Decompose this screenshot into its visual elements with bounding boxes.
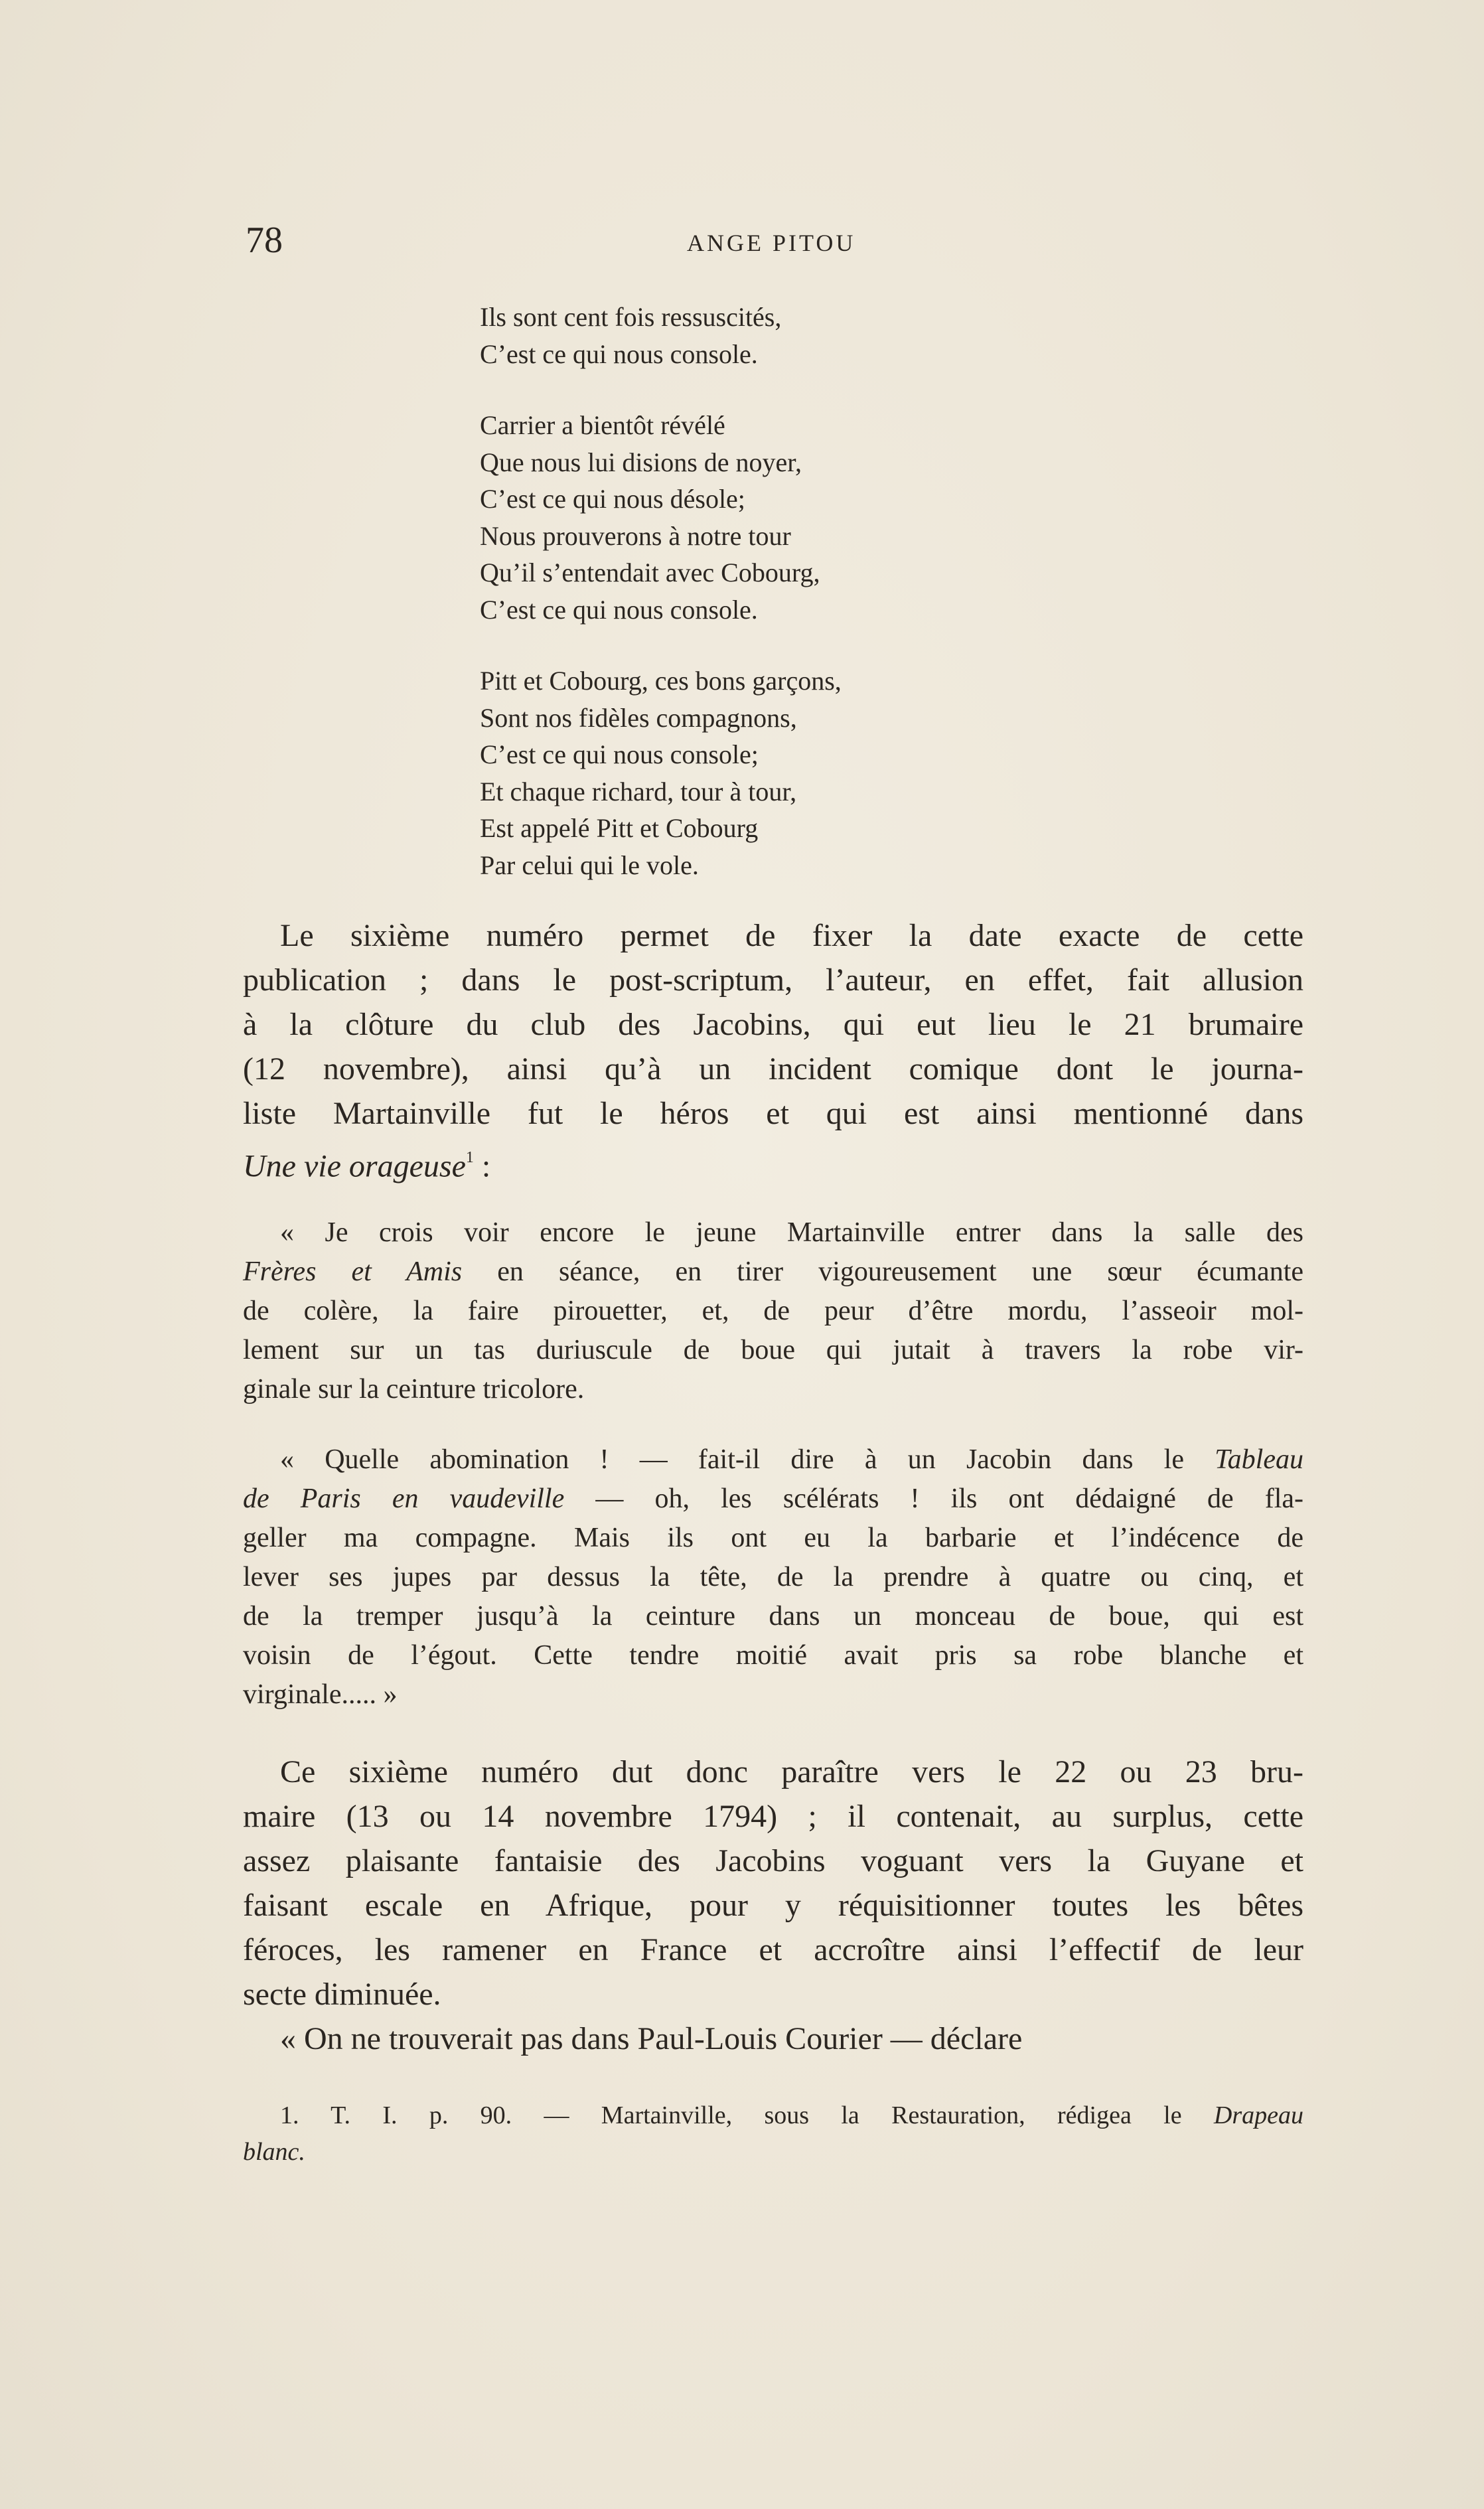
text-segment: féroces, les ramener en France et accroître ainsi l’effectif de leur — [243, 1932, 1303, 1967]
text-segment: virginale..... » — [243, 1679, 398, 1710]
italic-title: blanc. — [243, 2138, 305, 2166]
verse-line: Ils sont cent fois ressuscités, — [480, 302, 782, 332]
text-line — [243, 1558, 1303, 1597]
italic-title: Drapeau — [1213, 2101, 1303, 2129]
verse-line: Par celui qui le vole. — [480, 850, 699, 880]
text-line — [243, 2016, 1303, 2061]
paragraph-sixth-number — [243, 1750, 1303, 2061]
text-line — [243, 1839, 1303, 1883]
text-segment: liste Martainville fut le héros et qui est ainsi mentionné dans — [243, 1096, 1303, 1131]
text-segment: secte diminuée. — [243, 1977, 441, 2012]
text-line — [243, 1292, 1303, 1331]
text-line — [243, 1972, 1303, 2016]
text-segment: — oh, les scélérats ! ils ont dédaigné de fla- — [564, 1483, 1304, 1514]
text-segment: 1. T. I. p. 90. — Martainville, sous la Restauration, rédigea le — [280, 2101, 1214, 2129]
verse-line: Qu’il s’entendait avec Cobourg, — [480, 558, 820, 587]
verse-line: C’est ce qui nous console. — [480, 594, 758, 625]
verse-line: C’est ce qui nous console. — [480, 339, 758, 369]
text-line — [243, 1091, 1303, 1136]
running-head: ANGE PITOU — [687, 230, 856, 256]
quotation-martainville — [243, 1213, 1303, 1409]
text-line — [243, 1370, 1303, 1409]
text-segment: lement sur un tas duriuscule de boue qui jutait à travers la robe vir- — [243, 1335, 1303, 1365]
text-line — [243, 1883, 1303, 1928]
text-segment: ginale sur la ceinture tricolore. — [243, 1374, 585, 1405]
paragraph-date-of-publication — [243, 913, 1303, 1189]
quotation-tableau-de-paris — [243, 1440, 1303, 1714]
page-number: 78 — [246, 220, 283, 261]
text-segment: de la tremper jusqu’à la ceinture dans un monceau de boue, qui est — [243, 1601, 1303, 1632]
text-segment: publication ; dans le post-scriptum, l’auteur, en effet, fait allusion — [243, 962, 1303, 998]
text-line — [243, 1794, 1303, 1839]
italic-title: Tableau — [1215, 1444, 1303, 1475]
verse-line: Pitt et Cobourg, ces bons garçons, — [480, 666, 842, 696]
text-line — [243, 1480, 1303, 1519]
text-segment: en séance, en tirer vigoureusement une sœur écumante — [462, 1256, 1303, 1287]
verse-line: C’est ce qui nous désole; — [480, 484, 745, 514]
text-segment: lever ses jupes par dessus la tête, de la prendre à quatre ou cinq, et — [243, 1562, 1303, 1592]
footnote — [243, 2097, 1303, 2170]
text-segment: faisant escale en Afrique, pour y réquisitionner toutes les bêtes — [243, 1888, 1303, 1923]
text-segment: : — [473, 1148, 491, 1184]
text-line — [243, 1750, 1303, 1794]
stanza — [480, 662, 842, 883]
verse-line: Que nous lui disions de noyer, — [480, 447, 802, 477]
verse-line: Sont nos fidèles compagnons, — [480, 702, 797, 733]
verse-line: Et chaque richard, tour à tour, — [480, 776, 797, 806]
text-line — [243, 1675, 1303, 1714]
text-line — [243, 2097, 1303, 2134]
poem-verse — [480, 299, 842, 918]
text-line — [243, 958, 1303, 1002]
text-line — [243, 1331, 1303, 1370]
italic-title: Frères et Amis — [243, 1256, 463, 1287]
text-segment: Le sixième numéro permet de fixer la date exacte de cette — [280, 918, 1303, 953]
text-segment: geller ma compagne. Mais ils ont eu la barbarie et l’indécence de — [243, 1523, 1303, 1553]
verse-line: C’est ce qui nous console; — [480, 739, 759, 769]
text-line — [243, 1636, 1303, 1675]
text-segment: Ce sixième numéro dut donc paraître vers le 22 ou 23 bru- — [280, 1754, 1303, 1789]
text-line — [243, 1253, 1303, 1292]
text-line — [243, 913, 1303, 958]
stanza — [480, 299, 842, 372]
text-line — [243, 1047, 1303, 1091]
text-line — [243, 1519, 1303, 1558]
text-segment: maire (13 ou 14 novembre 1794) ; il contenait, au surplus, cette — [243, 1799, 1303, 1834]
text-segment: « Quelle abomination ! — fait-il dire à un Jacobin dans le — [280, 1444, 1215, 1475]
text-segment: assez plaisante fantaisie des Jacobins voguant vers la Guyane et — [243, 1843, 1303, 1878]
text-line — [243, 1928, 1303, 1972]
text-line — [243, 1136, 1303, 1189]
italic-title: de Paris en vaudeville — [243, 1483, 565, 1514]
text-line — [243, 1213, 1303, 1253]
text-segment: de colère, la faire pirouetter, et, de peur d’être mordu, l’asseoir mol- — [243, 1296, 1303, 1326]
italic-title: Une vie orageuse — [243, 1148, 466, 1184]
text-segment: voisin de l’égout. Cette tendre moitié avait pris sa robe blanche et — [243, 1640, 1303, 1671]
text-line — [243, 1002, 1303, 1047]
text-line — [243, 1440, 1303, 1480]
verse-line: Nous prouverons à notre tour — [480, 520, 791, 551]
stanza — [480, 407, 842, 628]
text-segment: (12 novembre), ainsi qu’à un incident comique dont le journa- — [243, 1051, 1303, 1087]
verse-line: Carrier a bientôt révélé — [480, 410, 725, 440]
verse-line: Est appelé Pitt et Cobourg — [480, 813, 759, 843]
footnote-marker: 1 — [465, 1149, 474, 1166]
text-segment: à la clôture du club des Jacobins, qui eut lieu le 21 brumaire — [243, 1007, 1303, 1042]
text-line — [243, 1597, 1303, 1636]
text-segment: « Je crois voir encore le jeune Martainville entrer dans la salle des — [280, 1217, 1303, 1248]
text-line — [243, 2134, 1303, 2170]
text-segment: « On ne trouverait pas dans Paul-Louis Courier — déclare — [280, 2021, 1023, 2056]
